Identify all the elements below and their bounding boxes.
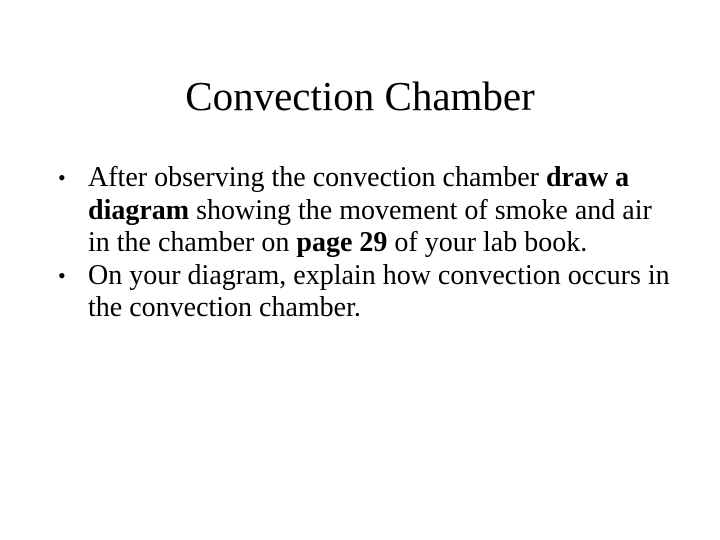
bullet-item [58,162,678,260]
bullet-item [58,260,678,325]
bullet-list [58,162,678,325]
bullet-text-emphasis: draw a diagram [88,162,630,226]
bullet-text-emphasis: page 29 [296,227,388,258]
bullet-text-segment: of your lab book. [387,227,588,258]
bullet-marker: • [58,262,66,288]
bullet-text-segment: On your diagram, explain how convection occurs in the convection chamber. [88,259,670,323]
bullet-text-segment: After observing the convection chamber [88,162,546,193]
slide-title: Convection Chamber [185,73,535,119]
bullet-text-segment: showing the movement of smoke and air in the chamber on [88,194,652,258]
bullet-marker: • [58,165,66,190]
